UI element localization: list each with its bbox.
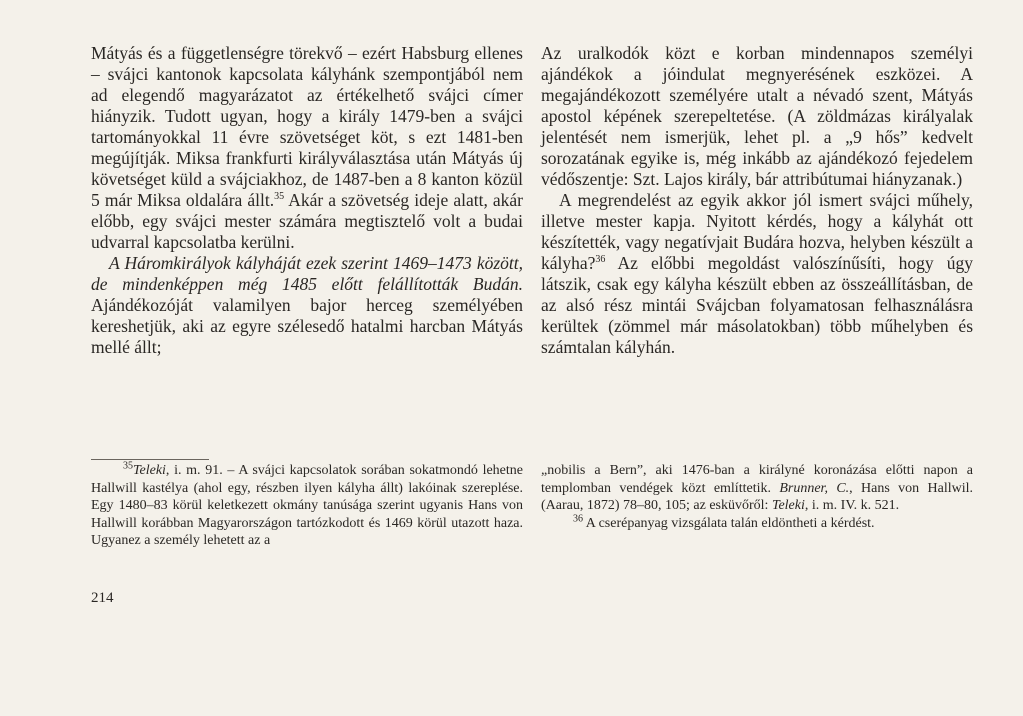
footnote-author: Teleki xyxy=(133,463,166,478)
footnote-author: Teleki xyxy=(771,498,805,513)
paragraph-text: Ajándékozóját valamilyen bajor herceg személyében kereshetjük, aki az egyre szélesedő hatalmi harcban Mátyás mellé állt; xyxy=(91,295,523,357)
footnote xyxy=(541,462,973,515)
footnote-text: , Hans von Hallwil. (Aarau, 1872) 78–80, 105; az esküvőről: xyxy=(541,480,974,513)
footnote-text: „nobilis a Bern”, aki 1476-ban a királyné koronázása előtti napon a templomban vendégek közt említtetik. xyxy=(541,463,973,496)
footnote-ref: 36 xyxy=(595,254,606,266)
paragraph-text: Akár a szövetség ideje alatt, akár előbb, egy svájci mester számára megtisztelő volt a budai udvarral kapcsolatba kerülni. xyxy=(91,190,524,252)
paragraph-text: Az előbbi megoldást valószínűsíti, hogy úgy látszik, csak egy kályha készült ebben az összeállításban, de az alsó rész mintái Svájcban folyamatosan felhasználásra kerültek (zömmel már másolatokban) több műhelyben és számtalan kályhán. xyxy=(541,253,973,357)
footnotes-left xyxy=(91,462,523,550)
paragraph xyxy=(91,43,523,253)
footnote-number: 35 xyxy=(123,460,133,472)
paragraph-text: A megrendelést az egyik akkor jól ismert svájci műhely, illetve mester kapja. Nyitott kérdés, hogy a kályhát ott készítették, vagy negatívjait Budára hozva, helyben készült a kályha? xyxy=(541,190,973,273)
footnote-number: 36 xyxy=(573,512,583,524)
footnote-rule xyxy=(91,459,209,460)
footnote-text: , i. m. 91. – A svájci kapcsolatok sorában sokatmondó lehetne Hallwill kastélya (ahol egy, részben ilyen kályha állt) lakóinak szereplése. Egy 1480–83 körül keletkezett okmány tanúsága szerint ugyanis Hans von Hallwill korábban Magyarországon tartózkodott és 1469 körül utazott haza. Ugyanez a személy lehetett az a xyxy=(91,463,523,548)
footnote-text: , i. m. IV. k. 521. xyxy=(804,498,900,513)
footnote-ref: 35 xyxy=(274,191,285,203)
body-column-left xyxy=(91,43,523,358)
footnote xyxy=(541,512,973,533)
paragraph-text: Mátyás és a függetlenségre törekvő – ezért Habsburg ellenes – svájci kantonok kapcsolata kályhánk szempontjából nem ad elegendő magyarázatot az értékelhető svájci címer hiányzik. Tudott ugyan, hogy a király 1479-ben a svájci tartományokkal 11 évre szövetséget köt, s ezt 1481-ben megújítják. Miksa frankfurti királyválasztása után Mátyás új követséget küld a svájciakhoz, de 1487-ben a 8 kanton közül 5 már Miksa oldalára állt. xyxy=(91,43,523,210)
paragraph xyxy=(541,190,973,358)
footnote-text: A cserépanyag vizsgálata talán eldöntheti a kérdést. xyxy=(583,515,875,531)
footnote xyxy=(91,462,523,550)
footnotes-right xyxy=(541,462,973,532)
footnote-author: Brunner, C. xyxy=(779,480,850,496)
emphasis-text: A Háromkirályok kályháját ezek szerint 1469–1473 között, de mindenképpen még 1485 előtt felállították Budán. xyxy=(91,253,523,294)
body-column-right xyxy=(541,43,973,358)
page-number: 214 xyxy=(91,590,114,606)
paragraph xyxy=(541,43,973,190)
paragraph-text: Az uralkodók közt e korban mindennapos személyi ajándékok a jóindulat megnyerésének eszközei. A megajándékozott személyére utalt a névadó szent, Mátyás apostol képének szerepeltetése. (A zöldmázas királyalak jelentését nem ismerjük, lehet pl. a „9 hős” kedvelt sorozatának egyike is, még inkább az ajándékozó fejedelem védőszentje: Szt. Lajos király, bár attribútumai hiányzanak.) xyxy=(541,43,973,189)
paragraph xyxy=(91,253,523,358)
